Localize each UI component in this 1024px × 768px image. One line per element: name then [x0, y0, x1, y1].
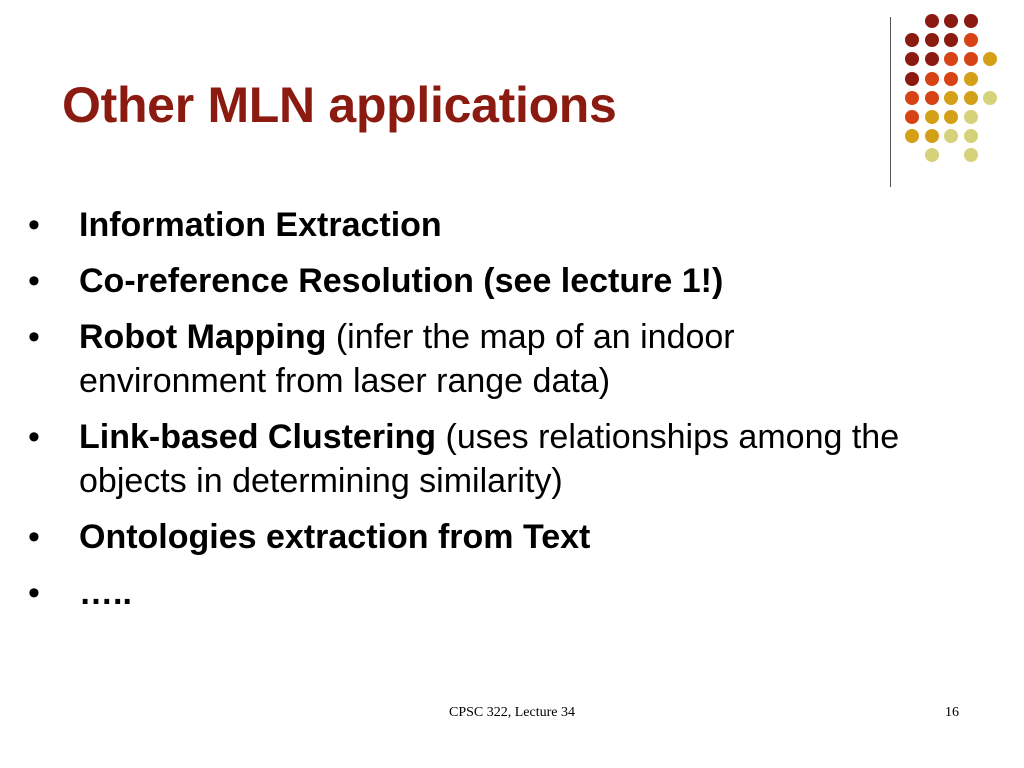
slide-title: Other MLN applications: [62, 77, 617, 133]
decorative-dot: [944, 33, 958, 47]
decorative-dot: [964, 129, 978, 143]
decorative-dot: [964, 72, 978, 86]
decorative-dot: [905, 52, 919, 66]
page-number: 16: [945, 705, 959, 720]
bullet-heading: Information Extraction: [79, 206, 442, 244]
decorative-dot: [944, 91, 958, 105]
decorative-dot: [925, 110, 939, 124]
decorative-dot: [944, 129, 958, 143]
bullet-marker: •: [28, 262, 40, 300]
decorative-dot: [944, 14, 958, 28]
decorative-dot: [944, 110, 958, 124]
decorative-dot: [944, 52, 958, 66]
list-item: [28, 203, 908, 247]
bullet-text: (uses relationships among the objects in determining similarity): [79, 418, 900, 500]
decorative-dot: [925, 14, 939, 28]
list-item: [28, 515, 908, 559]
bullet-marker: •: [28, 418, 40, 456]
bullet-text: (infer the map of an indoor environment from laser range data): [79, 318, 735, 400]
decorative-dot: [925, 52, 939, 66]
bullet-heading: …..: [79, 574, 132, 612]
decorative-dot-grid: [905, 14, 1015, 174]
decorative-dot: [983, 91, 997, 105]
decorative-dot: [964, 33, 978, 47]
footer-course: CPSC 322, Lecture 34: [449, 705, 575, 720]
bullet-heading: Robot Mapping: [79, 318, 327, 356]
decorative-dot: [964, 91, 978, 105]
decorative-dot: [925, 129, 939, 143]
bullet-marker: •: [28, 318, 40, 356]
divider-line: [890, 17, 891, 187]
decorative-dot: [964, 14, 978, 28]
list-item: [28, 571, 908, 615]
list-item: [28, 315, 908, 403]
decorative-dot: [905, 129, 919, 143]
decorative-dot: [905, 110, 919, 124]
decorative-dot: [944, 72, 958, 86]
bullet-list: [28, 203, 908, 627]
decorative-dot: [983, 52, 997, 66]
bullet-marker: •: [28, 206, 40, 244]
decorative-dot: [964, 110, 978, 124]
bullet-heading: Co-reference Resolution (see lecture 1!): [79, 262, 724, 300]
bullet-heading: Ontologies extraction from Text: [79, 518, 591, 556]
decorative-dot: [964, 52, 978, 66]
decorative-dot: [905, 91, 919, 105]
list-item: [28, 259, 908, 303]
decorative-dot: [905, 72, 919, 86]
bullet-marker: •: [28, 574, 40, 612]
decorative-dot: [925, 33, 939, 47]
bullet-marker: •: [28, 518, 40, 556]
list-item: [28, 415, 908, 503]
decorative-dot: [925, 148, 939, 162]
bullet-heading: Link-based Clustering: [79, 418, 437, 456]
decorative-dot: [905, 33, 919, 47]
decorative-dot: [925, 91, 939, 105]
decorative-dot: [964, 148, 978, 162]
decorative-dot: [925, 72, 939, 86]
